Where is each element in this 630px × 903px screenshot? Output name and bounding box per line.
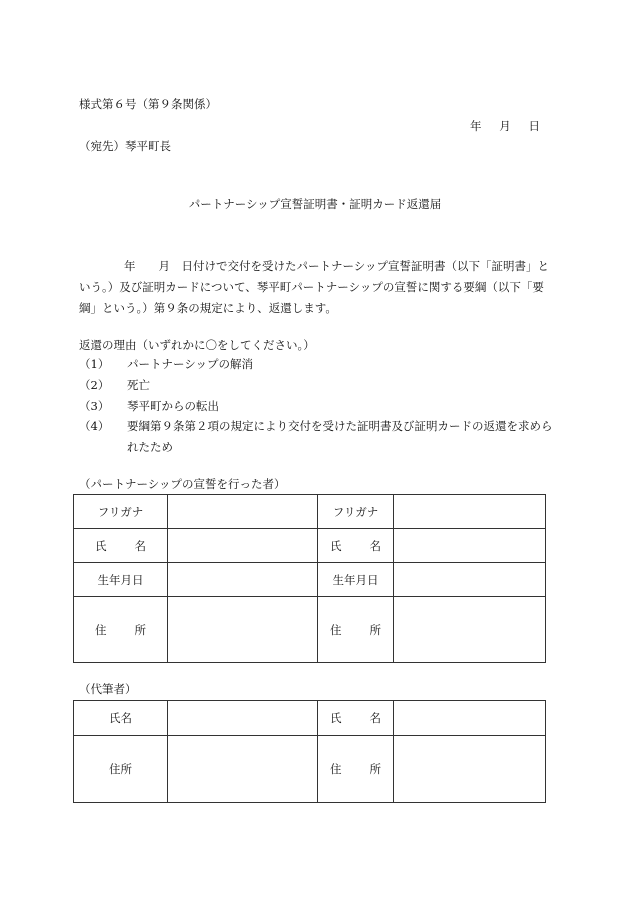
form-number: 様式第６号（第９条関係） [79,97,217,111]
address-label: 住 所 [74,597,168,663]
name-label: 氏 名 [74,529,168,563]
reason-number: （2） [79,378,110,392]
date-year-label: 年 [470,119,482,133]
proxy-address-label: 住 所 [318,736,394,803]
proxy-name-field[interactable] [168,701,318,736]
reason-text: 要綱第９条第２項の規定により交付を受けた証明書及び証明カードの返還を求められたため [127,419,553,454]
birthdate-field-1[interactable] [168,563,318,597]
declarants-caption: （パートナーシップの宣誓を行った者） [79,477,286,491]
proxy-address-label: 住所 [74,736,168,803]
reason-text: パートナーシップの解消 [127,357,254,371]
body-text: 日付けで交付を受けたパートナーシップ宣誓証明書（以下「証明書」という。）及び証明カードについて、琴平町パートナーシップの宣誓に関する要綱（以下「要綱」という。）第９条の規定により、返還します。 [79,259,550,315]
body-date-month: 月 [158,259,170,273]
date-day-label: 日 [528,119,540,133]
furigana-field-1[interactable] [168,495,318,529]
birthdate-label: 生年月日 [74,563,168,597]
declarants-table [73,494,546,663]
date-month-label: 月 [499,119,511,133]
body-paragraph [79,256,553,319]
reason-number: （3） [79,399,110,413]
birthdate-label: 生年月日 [318,563,394,597]
proxy-name-label: 氏 名 [318,701,394,736]
address-field-2[interactable] [394,597,546,663]
proxy-table [73,700,546,803]
proxy-name-label: 氏名 [74,701,168,736]
name-field-2[interactable] [394,529,546,563]
proxy-address-field[interactable] [168,736,318,803]
body-date-year: 年 [124,259,136,273]
document-title: パートナーシップ宣誓証明書・証明カード返還届 [188,197,442,211]
proxy-caption: （代筆者） [79,682,137,696]
name-label: 氏 名 [318,529,394,563]
furigana-label: フリガナ [74,495,168,529]
reason-number: （4） [79,419,110,433]
reason-title: 返還の理由（いずれかに〇をしてください。） [79,338,315,352]
addressee: （宛先）琴平町長 [79,139,171,153]
furigana-label: フリガナ [318,495,394,529]
reason-number: （1） [79,357,110,371]
name-field-1[interactable] [168,529,318,563]
birthdate-field-2[interactable] [394,563,546,597]
address-field-1[interactable] [168,597,318,663]
reason-text: 琴平町からの転出 [127,399,219,413]
address-label: 住 所 [318,597,394,663]
proxy-name-field-2[interactable] [394,701,546,736]
furigana-field-2[interactable] [394,495,546,529]
reason-text: 死亡 [127,378,150,392]
proxy-address-field-2[interactable] [394,736,546,803]
submission-date [470,118,540,134]
